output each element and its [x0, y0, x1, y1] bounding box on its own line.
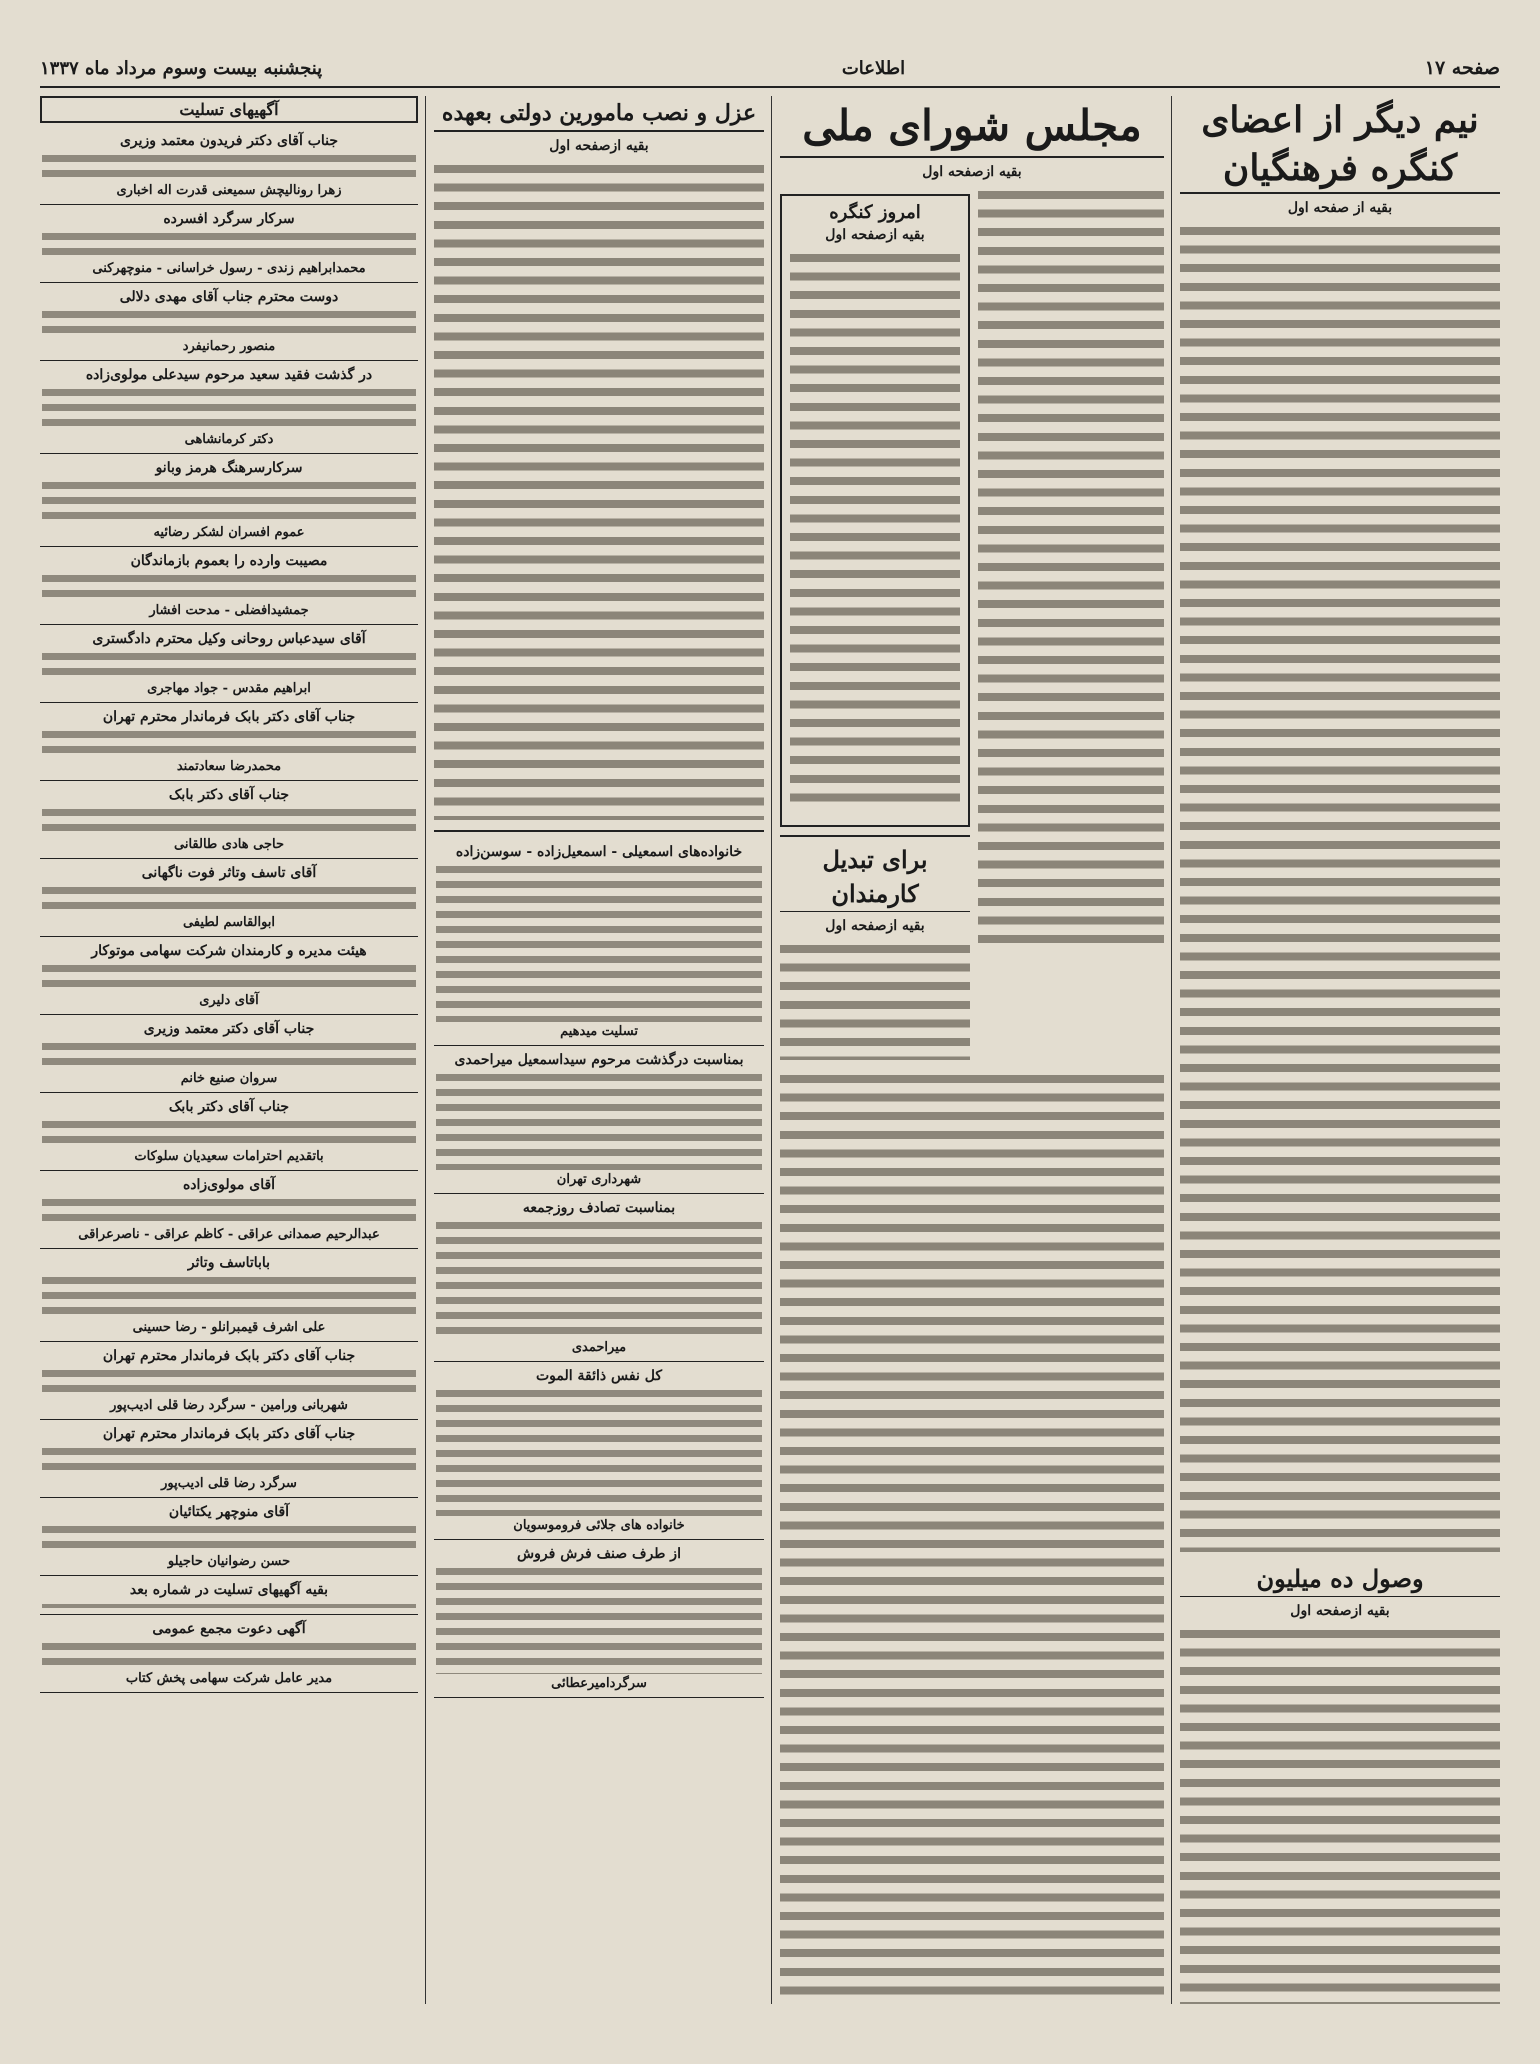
notice-signatories: شهربانی ورامین - سرگرد رضا قلی ادیب‌پور	[110, 1398, 348, 1413]
notice-title: باباتاسف وتاثر	[187, 1255, 271, 1271]
notice-signatories: سرگردامیرعطائی	[551, 1676, 647, 1691]
column-1	[1180, 96, 1500, 2004]
notice-item	[40, 625, 418, 703]
notice-title: آقای مولوی‌زاده	[182, 1177, 276, 1193]
notice-item	[434, 1046, 764, 1194]
notice-title: آقای منوچهر یکتائیان	[168, 1504, 290, 1520]
notice-title: سرکار سرگرد افسرده	[163, 211, 295, 227]
paper-name: اطلاعات	[841, 57, 906, 79]
notice-signatories: شهرداری تهران	[556, 1172, 642, 1187]
notice-title: بقیه آگهیهای تسلیت در شماره بعد	[129, 1582, 329, 1598]
notice-item	[40, 703, 418, 781]
notice-item	[40, 547, 418, 625]
notice-title: جناب آقای دکتر بابک فرماندار محترم تهران	[102, 1348, 356, 1364]
notice-title: جناب آقای دکتر بابک فرماندار محترم تهران	[102, 709, 356, 725]
notice-body	[42, 1600, 416, 1608]
column-4	[40, 96, 418, 2004]
notice-signatories: حسن رضوانیان حاجیلو	[167, 1554, 291, 1569]
notice-item	[40, 283, 418, 361]
column-3	[434, 96, 764, 2004]
notice-signatories: محمدابراهیم زندی - رسول خراسانی - منوچهرکنی	[92, 261, 366, 276]
article-title-employees: برای تبدیل کارمندان	[780, 843, 970, 912]
notice-signatories: منصور رحمانیفرد	[182, 339, 276, 354]
notice-item	[40, 361, 418, 454]
notice-item	[40, 1171, 418, 1249]
notice-signatories: باتقدیم احترامات سعیدیان سلوکات	[134, 1149, 324, 1164]
notice-item	[434, 1540, 764, 1698]
notice-body	[42, 1039, 416, 1069]
continued-label-2: بقیه ازصفحه اول	[1290, 1603, 1390, 1619]
continued-label: بقیه از صفحه اول	[1287, 200, 1393, 216]
notice-body	[436, 1218, 762, 1338]
notice-body	[436, 1386, 762, 1516]
article-body-ten-million	[1180, 1625, 1500, 2004]
column-rule-3	[425, 96, 426, 2004]
notice-body	[42, 883, 416, 913]
notice-body	[42, 385, 416, 430]
continued-label-employees: بقیه ازصفحه اول	[825, 918, 925, 934]
notice-body	[42, 1195, 416, 1225]
column-rule	[1171, 96, 1172, 2004]
masthead	[40, 50, 1500, 88]
today-congress-box	[780, 194, 970, 827]
notice-body	[42, 727, 416, 757]
notice-signatories: ابوالقاسم لطیفی	[182, 915, 276, 930]
notice-item	[40, 1498, 418, 1576]
notice-title: جناب آقای دکتر معتمد وزیری	[143, 1021, 315, 1037]
notice-item	[40, 1615, 418, 1693]
notice-title: از طرف صنف فرش فروش	[517, 1546, 681, 1562]
notice-item	[40, 454, 418, 547]
notice-item	[434, 1362, 764, 1540]
notice-signatories: جمشیدافضلی - مدحت افشار	[149, 603, 309, 618]
notice-signatories: حاجی هادی طالقانی	[174, 837, 284, 852]
notice-body	[42, 229, 416, 259]
notice-item	[40, 781, 418, 859]
notice-signatories: ابراهیم مقدس - جواد مهاجری	[147, 681, 311, 696]
notice-signatories: محمدرضا سعادتمند	[176, 759, 282, 774]
officials-body	[434, 160, 764, 820]
notice-body	[42, 1273, 416, 1318]
notice-title: جناب آقای دکتر بابک	[168, 1099, 290, 1115]
notice-body	[42, 478, 416, 523]
notice-item	[40, 205, 418, 283]
column-rule-2	[771, 96, 772, 2004]
notice-item	[40, 859, 418, 937]
notice-item	[40, 1249, 418, 1342]
notice-body	[436, 1070, 762, 1170]
notice-signatories: خانواده های جلائی فروموسویان	[513, 1518, 685, 1533]
notice-signatories: سرگرد رضا قلی ادیب‌پور	[161, 1476, 297, 1491]
notice-item	[40, 1093, 418, 1171]
notice-body	[42, 307, 416, 337]
notice-title: هیئت مدیره و کارمندان شرکت سهامی موتوکار	[91, 943, 367, 959]
notice-title: جناب آقای دکتر فریدون معتمد وزیری	[119, 133, 339, 149]
box-title: امروز کنگره	[829, 202, 921, 223]
notice-body	[42, 961, 416, 991]
article-title-congress: نیم دیگر از اعضای کنگره فرهنگیان	[1180, 96, 1500, 194]
notice-body	[42, 1117, 416, 1147]
notice-title: مصیبت وارده را بعموم بازماندگان	[130, 553, 328, 569]
condolence-header: آگهیهای تسلیت	[40, 96, 418, 123]
notice-title: جناب آقای دکتر بابک فرماندار محترم تهران	[102, 1426, 356, 1442]
notice-body	[42, 805, 416, 835]
divider	[780, 835, 970, 837]
notice-item	[40, 1420, 418, 1498]
notice-body	[42, 151, 416, 181]
notice-title: آگهی دعوت مجمع عمومی	[152, 1621, 306, 1637]
notice-title: آقای تاسف وتاثر فوت ناگهانی	[141, 865, 317, 881]
notice-item	[40, 1576, 418, 1615]
notice-item	[40, 127, 418, 205]
notice-signatories: عموم افسران لشکر رضائیه	[153, 525, 305, 540]
page-number: صفحه ۱۷	[1424, 57, 1500, 79]
notice-title: دوست محترم جناب آقای مهدی دلالی	[119, 289, 339, 305]
box-body	[790, 249, 960, 809]
notice-item	[434, 838, 764, 1046]
notice-body	[436, 1564, 762, 1674]
notice-signatories: علی اشرف قیمبرانلو - رضا حسینی	[132, 1320, 326, 1335]
notice-signatories: زهرا رونالیچش سمیعنی قدرت اله اخباری	[116, 183, 342, 198]
article-title-majlis: مجلس شورای ملی	[780, 96, 1164, 158]
notice-title: بمناسبت درگذشت مرحوم سیداسمعیل میراحمدی	[454, 1052, 744, 1068]
majlis-body-lower	[780, 1070, 1164, 2004]
notice-body	[42, 571, 416, 601]
article-body-congress	[1180, 222, 1500, 1552]
notice-body	[42, 649, 416, 679]
employees-body	[780, 940, 970, 1060]
notice-title: کل نفس ذائقة الموت	[536, 1368, 662, 1384]
notice-title: بمناسبت تصادف روزجمعه	[522, 1200, 676, 1216]
divider-3	[434, 830, 764, 832]
notice-signatories: دکتر کرمانشاهی	[184, 432, 274, 447]
notice-item	[434, 1194, 764, 1362]
notice-signatories: سروان صنیع خانم	[180, 1071, 278, 1086]
article-title-ten-million: وصول ده میلیون	[1180, 1562, 1500, 1597]
col3-notices	[434, 838, 764, 1698]
continued-label-officials: بقیه ازصفحه اول	[549, 138, 649, 154]
notice-body	[42, 1639, 416, 1669]
notice-signatories: عبدالرحیم صمدانی عراقی - کاظم عراقی - ناصرعراقی	[78, 1227, 380, 1242]
continued-label-majlis: بقیه ازصفحه اول	[922, 164, 1022, 180]
notice-title: آقای سیدعباس روحانی وکیل محترم دادگستری	[92, 631, 366, 647]
notice-body	[42, 1444, 416, 1474]
notice-signatories: آقای دلیری	[199, 993, 259, 1008]
column-2	[780, 96, 1164, 2004]
notice-item	[40, 1342, 418, 1420]
notice-body	[42, 1366, 416, 1396]
box-continued: بقیه ازصفحه اول	[825, 227, 925, 243]
majlis-body-right	[978, 186, 1164, 946]
issue-date: پنجشنبه بیست وسوم مرداد ماه ۱۳۳۷	[40, 57, 323, 79]
notice-item	[40, 937, 418, 1015]
notice-title: خانواده‌های اسمعیلی - اسمعیل‌زاده - سوسن‌زاده	[455, 844, 743, 860]
notice-body	[42, 1522, 416, 1552]
article-title-officials: عزل و نصب مامورین دولتی بعهده	[434, 96, 764, 132]
notice-title: سرکارسرهنگ هرمز وبانو	[155, 460, 303, 476]
notice-signatories: مدیر عامل شرکت سهامی پخش کتاب	[125, 1671, 333, 1686]
notice-title: در گذشت فقید سعید مرحوم سیدعلی مولوی‌زاده	[85, 367, 373, 383]
notice-title: جناب آقای دکتر بابک	[168, 787, 290, 803]
notice-body	[436, 862, 762, 1022]
notice-signatories: تسلیت میدهیم	[560, 1024, 638, 1039]
condolence-notices	[40, 127, 418, 1693]
notice-signatories: میراحمدی	[571, 1340, 627, 1355]
notice-item	[40, 1015, 418, 1093]
